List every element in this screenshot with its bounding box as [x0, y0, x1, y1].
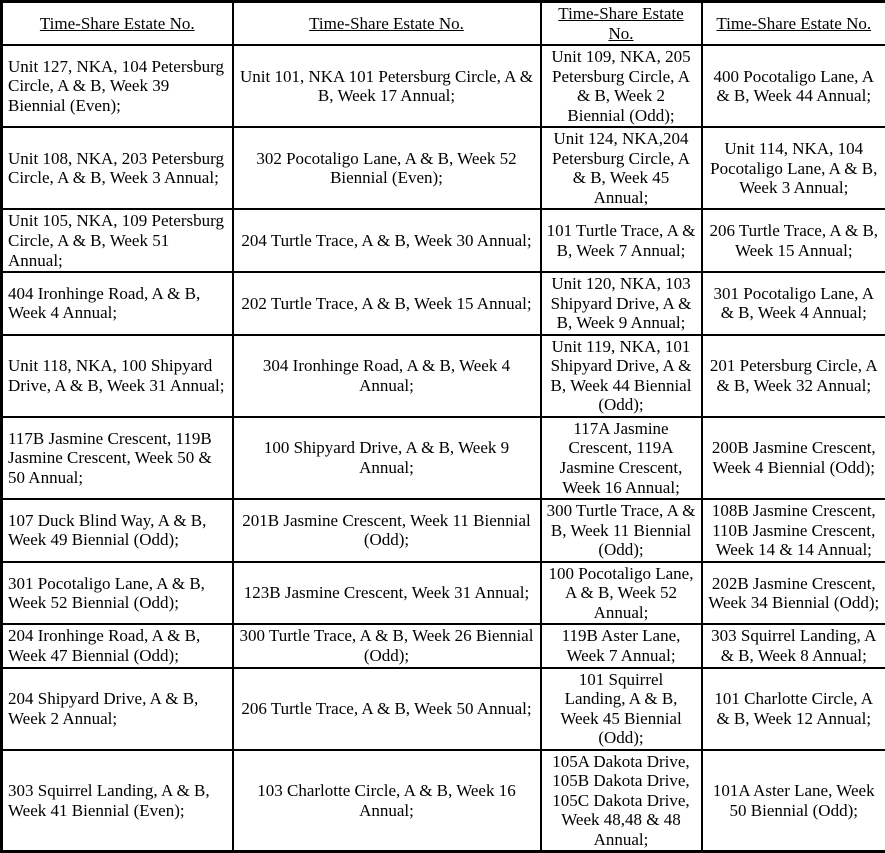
table-row: [2, 272, 885, 335]
estate-cell: 123B Jasmine Crescent, Week 31 Annual;: [233, 562, 541, 625]
estate-cell: 206 Turtle Trace, A & B, Week 15 Annual;: [702, 209, 885, 272]
column-header-4-label: Time-Share Estate No.: [716, 14, 871, 33]
estate-cell: Unit 108, NKA, 203 Petersburg Circle, A & B, Week 3 Annual;: [2, 127, 233, 209]
estate-cell: 206 Turtle Trace, A & B, Week 50 Annual;: [233, 668, 541, 750]
column-header-3: [541, 2, 702, 46]
estate-cell: 100 Pocotaligo Lane, A & B, Week 52 Annual;: [541, 562, 702, 625]
estate-cell: 119B Aster Lane, Week 7 Annual;: [541, 624, 702, 667]
table-row: [2, 750, 885, 852]
estate-cell: Unit 105, NKA, 109 Petersburg Circle, A & B, Week 51 Annual;: [2, 209, 233, 272]
column-header-4: [702, 2, 885, 46]
estate-cell: 301 Pocotaligo Lane, A & B, Week 4 Annual;: [702, 272, 885, 335]
estate-cell: 100 Shipyard Drive, A & B, Week 9 Annual;: [233, 417, 541, 499]
column-header-2-label: Time-Share Estate No.: [309, 14, 464, 33]
estate-cell: Unit 109, NKA, 205 Petersburg Circle, A & B, Week 2 Biennial (Odd);: [541, 45, 702, 127]
estate-cell: 105A Dakota Drive, 105B Dakota Drive, 105C Dakota Drive, Week 48,48 & 48 Annual;: [541, 750, 702, 852]
header-row: [2, 2, 885, 46]
estate-cell: 108B Jasmine Crescent, 110B Jasmine Crescent, Week 14 & 14 Annual;: [702, 499, 885, 562]
column-header-1-label: Time-Share Estate No.: [40, 14, 195, 33]
estate-cell: 103 Charlotte Circle, A & B, Week 16 Annual;: [233, 750, 541, 852]
estate-cell: 400 Pocotaligo Lane, A & B, Week 44 Annual;: [702, 45, 885, 127]
estate-cell: 301 Pocotaligo Lane, A & B, Week 52 Biennial (Odd);: [2, 562, 233, 625]
estate-cell: 302 Pocotaligo Lane, A & B, Week 52 Biennial (Even);: [233, 127, 541, 209]
table-row: [2, 45, 885, 127]
estate-cell: 303 Squirrel Landing, A & B, Week 41 Biennial (Even);: [2, 750, 233, 852]
estate-cell: 202B Jasmine Crescent, Week 34 Biennial (Odd);: [702, 562, 885, 625]
estate-cell: 200B Jasmine Crescent, Week 4 Biennial (Odd);: [702, 417, 885, 499]
estate-cell: Unit 119, NKA, 101 Shipyard Drive, A & B, Week 44 Biennial (Odd);: [541, 335, 702, 417]
estate-cell: 202 Turtle Trace, A & B, Week 15 Annual;: [233, 272, 541, 335]
estate-cell: 101 Charlotte Circle, A & B, Week 12 Annual;: [702, 668, 885, 750]
estate-cell: 204 Shipyard Drive, A & B, Week 2 Annual;: [2, 668, 233, 750]
estate-cell: 404 Ironhinge Road, A & B, Week 4 Annual;: [2, 272, 233, 335]
estate-cell: 304 Ironhinge Road, A & B, Week 4 Annual;: [233, 335, 541, 417]
estate-cell: 117A Jasmine Crescent, 119A Jasmine Crescent, Week 16 Annual;: [541, 417, 702, 499]
estate-cell: 204 Ironhinge Road, A & B, Week 47 Biennial (Odd);: [2, 624, 233, 667]
estate-cell: Unit 114, NKA, 104 Pocotaligo Lane, A & B, Week 3 Annual;: [702, 127, 885, 209]
column-header-1: [2, 2, 233, 46]
estate-cell: 107 Duck Blind Way, A & B, Week 49 Biennial (Odd);: [2, 499, 233, 562]
estate-cell: Unit 127, NKA, 104 Petersburg Circle, A & B, Week 39 Biennial (Even);: [2, 45, 233, 127]
estate-cell: 300 Turtle Trace, A & B, Week 26 Biennial (Odd);: [233, 624, 541, 667]
estate-cell: 300 Turtle Trace, A & B, Week 11 Biennial (Odd);: [541, 499, 702, 562]
estate-cell: 117B Jasmine Crescent, 119B Jasmine Crescent, Week 50 & 50 Annual;: [2, 417, 233, 499]
estate-cell: 201B Jasmine Crescent, Week 11 Biennial (Odd);: [233, 499, 541, 562]
estate-cell: Unit 101, NKA 101 Petersburg Circle, A & B, Week 17 Annual;: [233, 45, 541, 127]
table-row: [2, 335, 885, 417]
estate-cell: 101 Turtle Trace, A & B, Week 7 Annual;: [541, 209, 702, 272]
table-row: [2, 668, 885, 750]
table-row: [2, 127, 885, 209]
column-header-2: [233, 2, 541, 46]
estate-cell: 101 Squirrel Landing, A & B, Week 45 Biennial (Odd);: [541, 668, 702, 750]
table-row: [2, 624, 885, 667]
estate-cell: Unit 118, NKA, 100 Shipyard Drive, A & B, Week 31 Annual;: [2, 335, 233, 417]
estate-cell: 204 Turtle Trace, A & B, Week 30 Annual;: [233, 209, 541, 272]
estate-cell: 201 Petersburg Circle, A & B, Week 32 Annual;: [702, 335, 885, 417]
table-row: [2, 209, 885, 272]
estate-cell: 101A Aster Lane, Week 50 Biennial (Odd);: [702, 750, 885, 852]
estate-cell: 303 Squirrel Landing, A & B, Week 8 Annual;: [702, 624, 885, 667]
estate-cell: Unit 124, NKA,204 Petersburg Circle, A & B, Week 45 Annual;: [541, 127, 702, 209]
table-row: [2, 417, 885, 499]
table-row: [2, 499, 885, 562]
table-row: [2, 562, 885, 625]
estate-cell: Unit 120, NKA, 103 Shipyard Drive, A & B, Week 9 Annual;: [541, 272, 702, 335]
column-header-3-label: Time-Share Estate No.: [558, 4, 683, 43]
